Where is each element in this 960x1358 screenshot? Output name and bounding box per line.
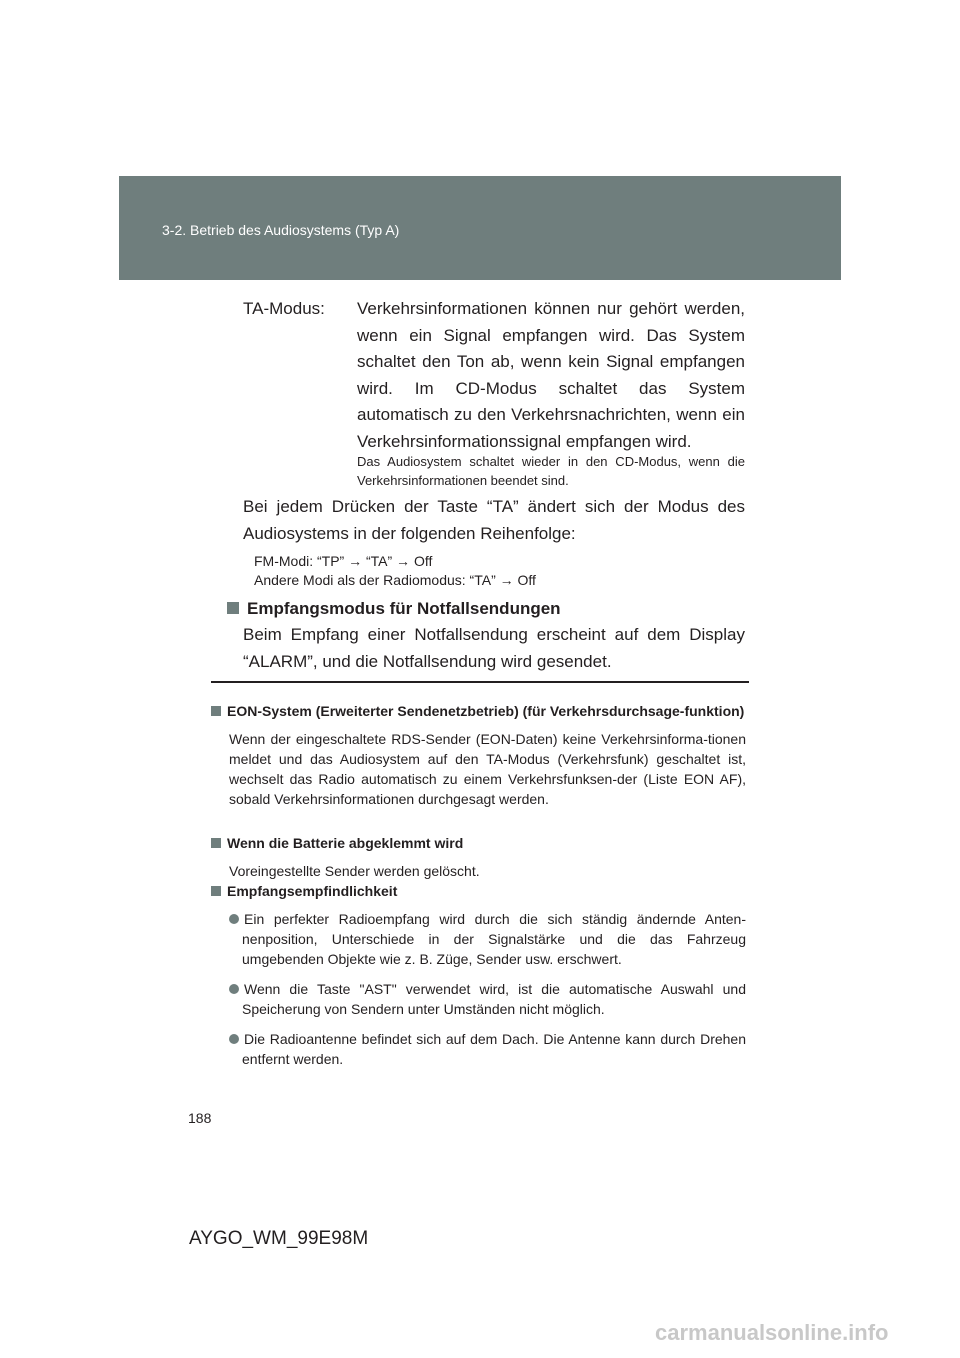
sensitivity-item — [229, 909, 746, 969]
eon-note — [211, 701, 746, 809]
sensitivity-item-text: Ein perfekter Radioempfang wird durch die sich ständig ändernde Anten-nenposition, Unterschiede in der Signalstärke und die das Fahrzeug umgebenden Objekte wie z. B. Züge, Sender usw. erschwert. — [242, 911, 746, 967]
eon-heading — [211, 701, 746, 721]
square-bullet-icon — [227, 602, 239, 614]
fm-modes: FM-Modi: “TP” → “TA” → Off — [254, 553, 433, 569]
ta-mode-label: TA-Modus: — [243, 299, 325, 318]
battery-text: Voreingestellte Sender werden gelöscht. — [229, 863, 480, 879]
square-bullet-icon — [211, 886, 221, 896]
header-band — [119, 176, 841, 280]
divider — [211, 681, 749, 683]
watermark: carmanualsonline.info — [655, 1320, 889, 1345]
mode-sequence — [254, 552, 536, 590]
sensitivity-item-text: Wenn die Taste "AST" verwendet wird, ist die automatische Auswahl und Speicherung von Sendern unter Umständen nicht möglich. — [242, 981, 746, 1017]
square-bullet-icon — [211, 706, 221, 716]
eon-text: Wenn der eingeschaltete RDS-Sender (EON-Daten) keine Verkehrsinforma-tionen meldet und das Audiosystem auf den TA-Modus (Verkehrsfunk) geschaltet ist, wechselt das Radio automatisch zu einem Verkehrsfunksen-der (Liste EON AF), sobald Verkehrsinformationen durchgesagt werden. — [229, 731, 746, 807]
battery-note — [211, 833, 746, 881]
sensitivity-note — [211, 881, 746, 1069]
sensitivity-item — [229, 1029, 746, 1069]
battery-heading-text: Wenn die Batterie abgeklemmt wird — [227, 835, 464, 851]
sensitivity-item-text: Die Radioantenne befindet sich auf dem Dach. Die Antenne kann durch Drehen entfernt werden. — [242, 1031, 746, 1067]
emergency-heading — [227, 597, 561, 621]
circle-bullet-icon — [229, 1034, 239, 1044]
battery-heading — [211, 833, 746, 853]
eon-heading-text: EON-System (Erweiterter Sendenetzbetrieb) (für Verkehrsdurchsage-funktion) — [227, 703, 745, 719]
circle-bullet-icon — [229, 914, 239, 924]
ta-mode-text: Verkehrsinformationen können nur gehört werden, wenn ein Signal empfangen wird. Das System schaltet den Ton ab, wenn kein Signal empfangen wird. Im CD-Modus schaltet das System automatisch zu den Verkehrsnachrichten, wenn ein Verkehrsinformationssignal empfangen wird. — [357, 299, 745, 451]
emergency-text: Beim Empfang einer Notfallsendung erscheint auf dem Display “ALARM”, und die Notfallsendung wird gesendet. — [243, 625, 745, 671]
square-bullet-icon — [211, 838, 221, 848]
page-number: 188 — [188, 1110, 212, 1126]
press-text: Bei jedem Drücken der Taste “TA” ändert sich der Modus des Audiosystems in der folgenden Reihenfolge: — [243, 497, 745, 543]
sensitivity-heading — [211, 881, 746, 901]
sensitivity-heading-text: Empfangsempfindlichkeit — [227, 883, 398, 899]
other-modes: Andere Modi als der Radiomodus: “TA” → Off — [254, 572, 536, 588]
document-code: AYGO_WM_99E98M — [189, 1228, 369, 1249]
emergency-heading-text: Empfangsmodus für Notfallsendungen — [247, 599, 561, 618]
circle-bullet-icon — [229, 984, 239, 994]
section-title: 3-2. Betrieb des Audiosystems (Typ A) — [162, 222, 400, 238]
sensitivity-item — [229, 979, 746, 1019]
ta-mode-subnote: Das Audiosystem schaltet wieder in den CD-Modus, wenn die Verkehrsinformationen beendet sind. — [357, 454, 745, 488]
